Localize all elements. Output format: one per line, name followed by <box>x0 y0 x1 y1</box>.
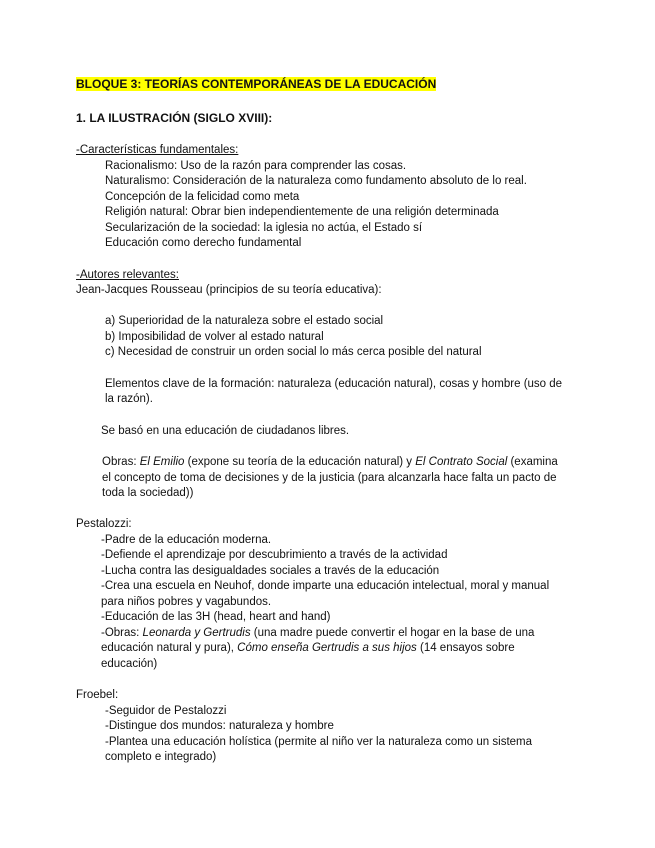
rousseau-obras-line-3: toda la sociedad)) <box>102 487 194 499</box>
pestalozzi-obras-line-2-text: educación natural y pura), <box>101 642 238 654</box>
pestalozzi-obras-label: -Obras: <box>101 627 143 639</box>
caracteristica-item: Religión natural: Obrar bien independientemente de una religión determinada <box>105 206 499 218</box>
document-title-line <box>76 77 436 92</box>
pestalozzi-item: -Lucha contra las desigualdades sociales a través de la educación <box>101 565 440 577</box>
froebel-item: -Seguidor de Pestalozzi <box>105 705 227 717</box>
rousseau-elementos: la razón). <box>105 393 153 405</box>
pestalozzi-obras-line <box>101 626 534 641</box>
pestalozzi-item: -Defiende el aprendizaje por descubrimiento a través de la actividad <box>101 549 448 561</box>
caracteristica-item: Educación como derecho fundamental <box>105 237 302 249</box>
rousseau-ciudadanos: Se basó en una educación de ciudadanos libres. <box>101 425 350 437</box>
rousseau-principle: a) Superioridad de la naturaleza sobre el estado social <box>105 315 384 327</box>
section-heading-ilustracion: 1. LA ILUSTRACIÓN (SIGLO XVIII): <box>76 111 273 125</box>
pestalozzi-item: -Crea una escuela en Neuhof, donde imparte una educación intelectual, moral y manual <box>101 580 550 592</box>
rousseau-principle: c) Necesidad de construir un orden social lo más cerca posible del natural <box>105 346 482 358</box>
obra-contrato-social: El Contrato Social <box>415 456 508 468</box>
obra-leonarda-gertrudis: Leonarda y Gertrudis <box>142 627 251 639</box>
caracteristicas-heading: -Características fundamentales: <box>76 144 239 156</box>
obra-emilio: El Emilio <box>139 456 185 468</box>
pestalozzi-obras-line-3: educación) <box>101 658 158 670</box>
caracteristica-item: Secularización de la sociedad: la iglesia no actúa, el Estado sí <box>105 222 423 234</box>
pestalozzi-heading: Pestalozzi: <box>76 518 132 530</box>
froebel-heading: Froebel: <box>76 689 119 701</box>
froebel-item: -Plantea una educación holística (permite al niño ver la naturaleza como un sistema <box>105 736 533 748</box>
froebel-item: -Distingue dos mundos: naturaleza y hombre <box>105 720 334 732</box>
rousseau-obras-line <box>102 455 558 470</box>
pestalozzi-item: -Padre de la educación moderna. <box>101 534 272 546</box>
obra-como-ensena-desc: (14 ensayos sobre <box>416 642 515 654</box>
rousseau-elementos: Elementos clave de la formación: naturaleza (educación natural), cosas y hombre (uso de <box>105 378 563 390</box>
obra-emilio-desc: (expone su teoría de la educación natural) y <box>184 456 416 468</box>
caracteristica-item: Concepción de la felicidad como meta <box>105 191 300 203</box>
document-title: BLOQUE 3: TEORÍAS CONTEMPORÁNEAS DE LA EDUCACIÓN <box>76 77 437 91</box>
obra-leonarda-desc: (una madre puede convertir el hogar en la base de una <box>250 627 535 639</box>
pestalozzi-item: -Educación de las 3H (head, heart and hand) <box>101 611 331 623</box>
rousseau-obras-label: Obras: <box>102 456 140 468</box>
rousseau-intro: Jean-Jacques Rousseau (principios de su teoría educativa): <box>76 284 382 296</box>
rousseau-obras-line-2: el concepto de toma de decisiones y de la justicia (para alcanzarla hace falta un pacto de <box>102 472 557 484</box>
pestalozzi-obras-line-2 <box>101 641 515 656</box>
rousseau-principle: b) Imposibilidad de volver al estado natural <box>105 331 324 343</box>
obra-contrato-desc: (examina <box>507 456 558 468</box>
froebel-item-cont: completo e integrado) <box>105 751 217 763</box>
autores-heading: -Autores relevantes: <box>76 269 179 281</box>
caracteristica-item: Naturalismo: Consideración de la naturaleza como fundamento absoluto de lo real. <box>105 175 527 187</box>
obra-como-ensena-gertrudis: Cómo enseña Gertrudis a sus hijos <box>237 642 417 654</box>
pestalozzi-item-cont: para niños pobres y vagabundos. <box>101 596 272 608</box>
caracteristica-item: Racionalismo: Uso de la razón para comprender las cosas. <box>105 160 407 172</box>
